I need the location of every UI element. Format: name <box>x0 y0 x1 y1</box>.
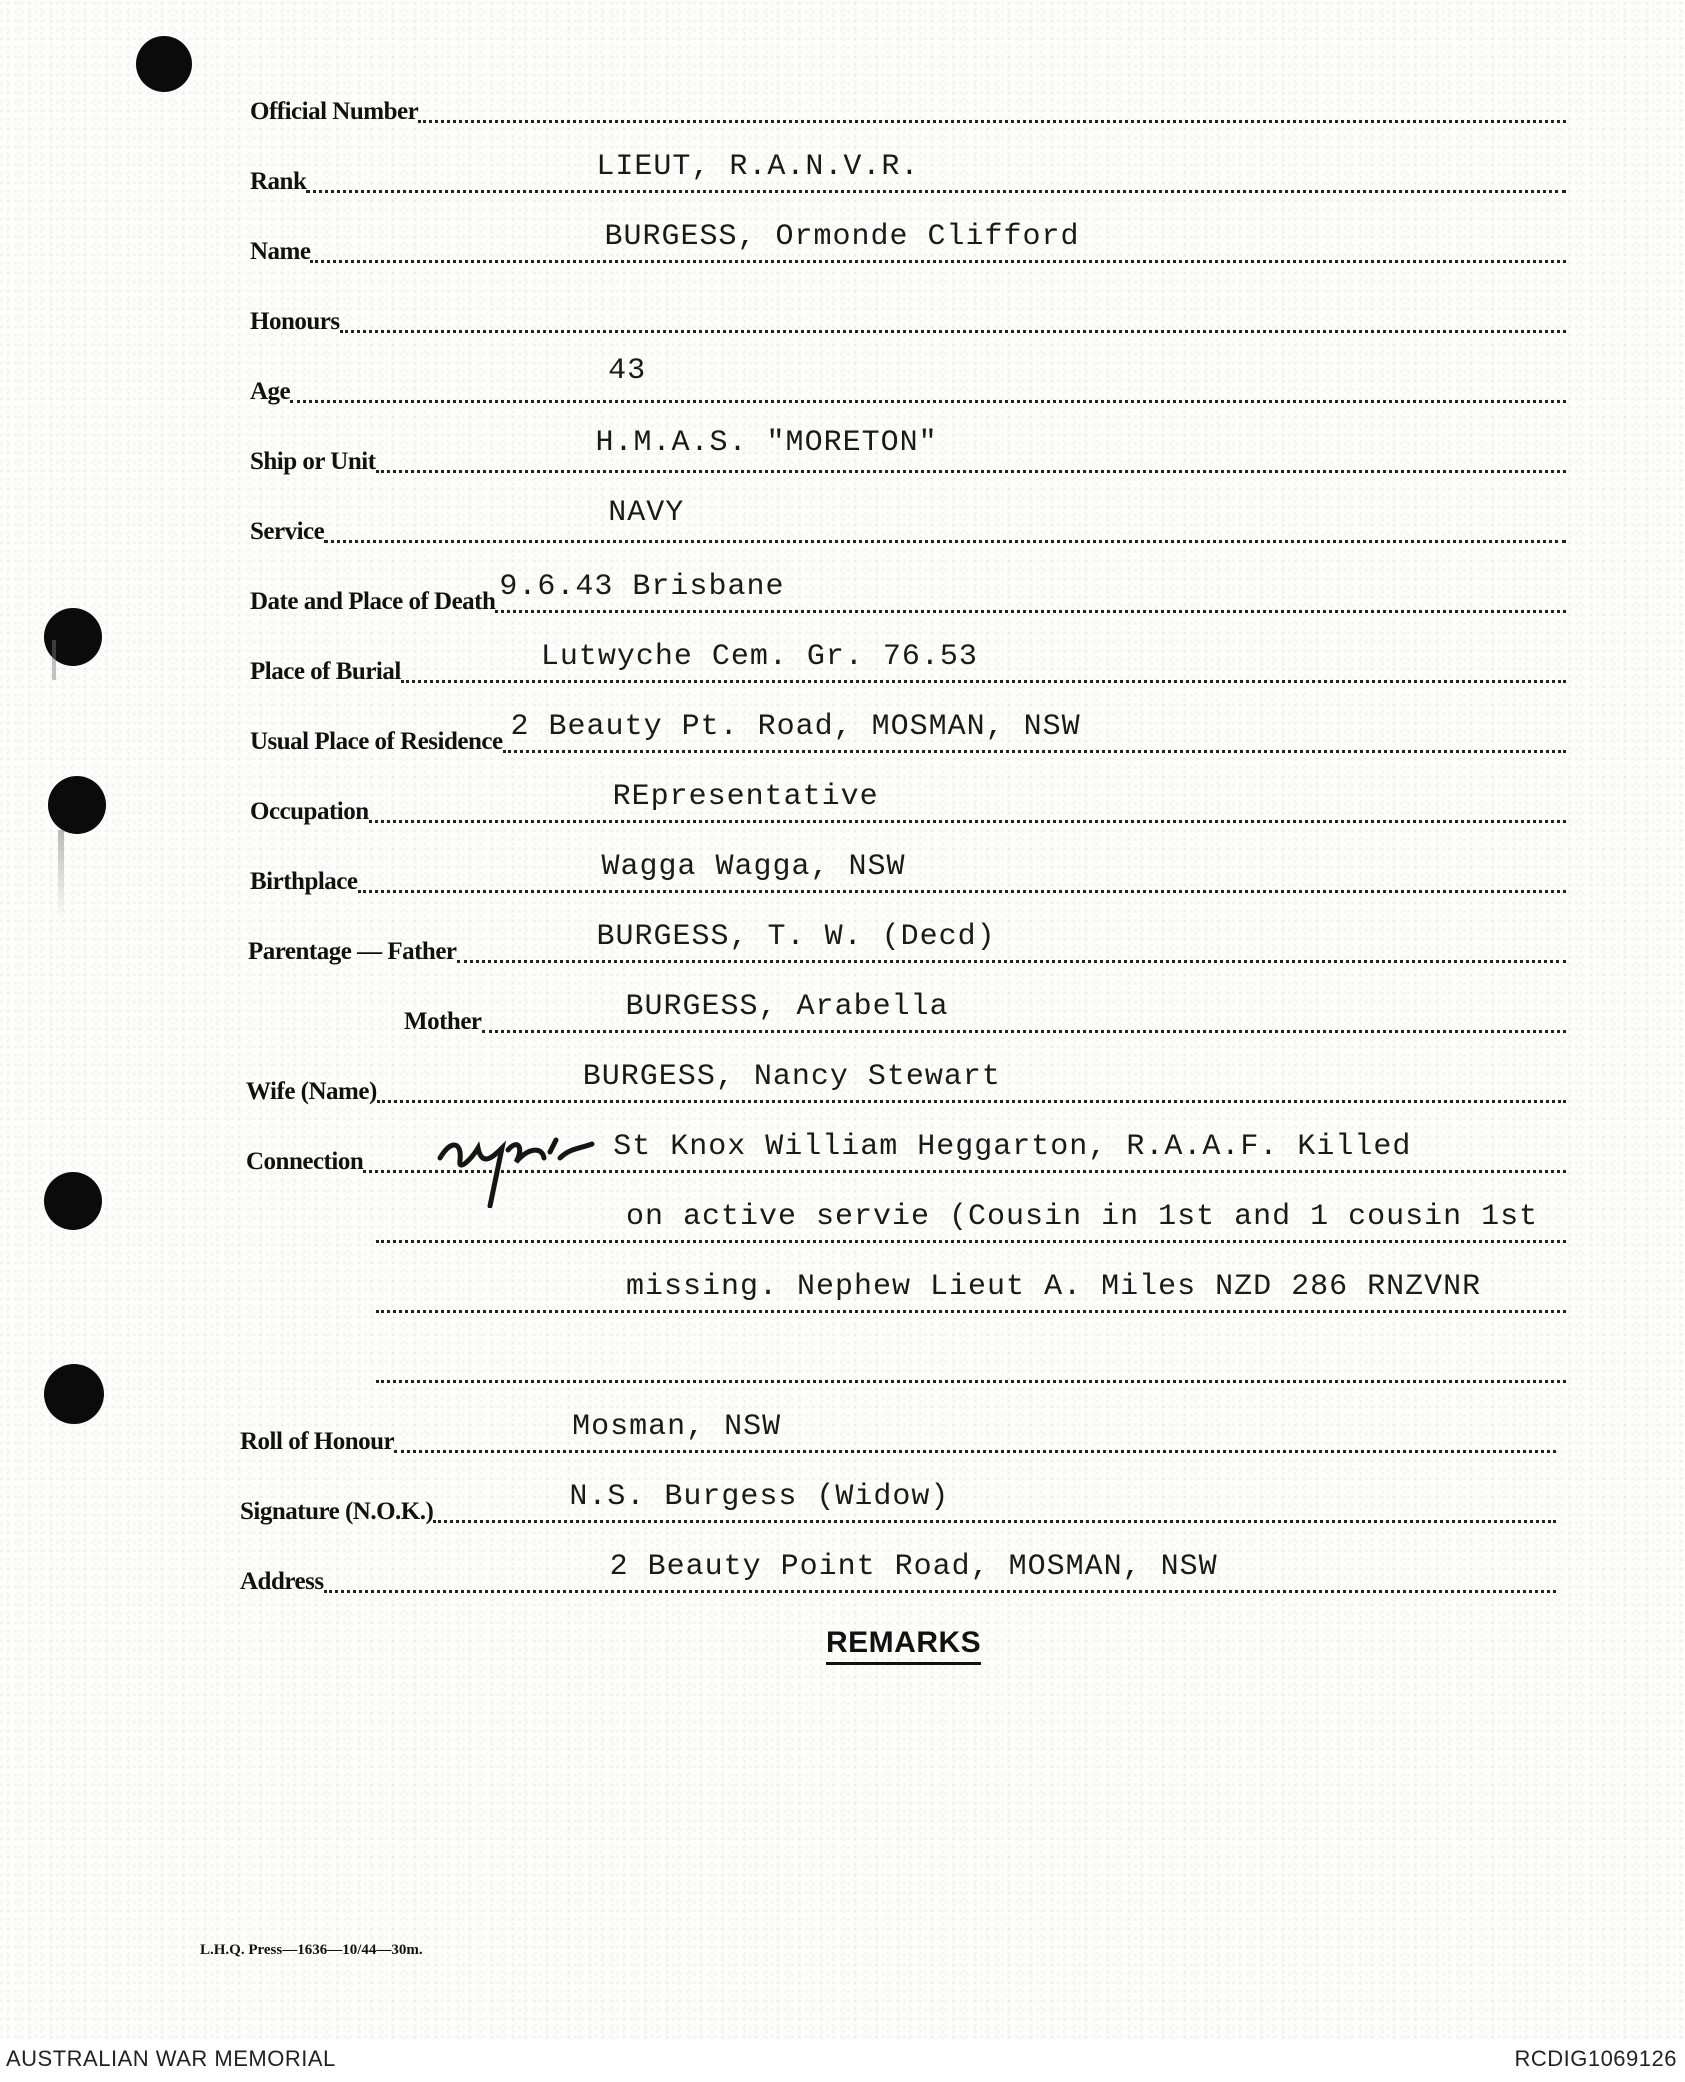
handwritten-annotation <box>432 1118 602 1208</box>
field-birthplace <box>250 850 1566 896</box>
punch-hole <box>44 1364 104 1424</box>
footer-record-id: RCDIG1069126 <box>1514 2046 1677 2071</box>
field-label: Ship or Unit <box>250 448 376 475</box>
press-mark: L.H.Q. Press—1636—10/44—30m. <box>200 1942 423 1958</box>
scan-streak <box>52 640 56 680</box>
field-ship-or-unit <box>250 426 1566 476</box>
punch-hole <box>44 1172 102 1230</box>
field-label: Signature (N.O.K.) <box>240 1498 434 1525</box>
field-rank <box>250 150 1566 196</box>
field-value: H.M.A.S. "MORETON" <box>595 426 938 460</box>
field-address <box>240 1550 1556 1596</box>
remarks-heading: REMARKS <box>826 1626 981 1665</box>
field-label: Roll of Honour <box>240 1428 395 1455</box>
field-value: 2 Beauty Pt. Road, MOSMAN, NSW <box>510 710 1081 744</box>
field-label: Occupation <box>250 798 369 825</box>
field-age <box>250 354 1566 406</box>
field-label: Official Number <box>250 98 419 125</box>
field-value: St Knox William Heggarton, R.A.A.F. Killed <box>613 1130 1412 1164</box>
field-value: BURGESS, Ormonde Clifford <box>604 220 1080 254</box>
field-value: NAVY <box>608 496 685 530</box>
field-name <box>250 220 1566 266</box>
field-label: Usual Place of Residence <box>250 728 503 755</box>
field-mother <box>404 990 1566 1036</box>
field-connection-continuation <box>376 1270 1566 1316</box>
field-label: Birthplace <box>250 868 358 895</box>
field-value: Mosman, NSW <box>572 1410 782 1444</box>
field-value: on active servie (Cousin in 1st and 1 cousin 1st <box>626 1200 1539 1234</box>
field-value: Lutwyche Cem. Gr. 76.53 <box>540 640 978 674</box>
field-honours <box>250 296 1566 336</box>
footer-institution: AUSTRALIAN WAR MEMORIAL <box>6 2046 336 2071</box>
field-place-of-burial <box>250 640 1566 686</box>
field-value: BURGESS, T. W. (Decd) <box>596 920 996 954</box>
field-connection-continuation <box>376 1200 1566 1246</box>
field-value: 2 Beauty Point Road, MOSMAN, NSW <box>609 1550 1218 1584</box>
punch-hole <box>136 36 192 92</box>
field-label: Parentage — Father <box>248 938 457 965</box>
field-label: Date and Place of Death <box>250 588 496 615</box>
field-value: BURGESS, Nancy Stewart <box>582 1060 1001 1094</box>
punch-hole <box>48 776 106 834</box>
field-official-number <box>250 86 1566 126</box>
field-label: Honours <box>250 308 340 335</box>
field-connection-continuation <box>376 1346 1566 1386</box>
field-value: Wagga Wagga, NSW <box>601 850 906 884</box>
field-usual-residence <box>250 710 1566 756</box>
field-signature <box>240 1480 1556 1526</box>
field-label: Name <box>250 238 311 265</box>
field-roll-of-honour <box>240 1410 1556 1456</box>
field-value: 43 <box>608 354 647 388</box>
field-label: Place of Burial <box>250 658 401 685</box>
field-label: Rank <box>250 168 307 195</box>
scan-streak <box>58 830 64 920</box>
field-value: BURGESS, Arabella <box>625 990 949 1024</box>
field-date-place-death <box>250 570 1566 616</box>
field-father <box>248 920 1566 966</box>
field-value: LIEUT, R.A.N.V.R. <box>596 150 920 184</box>
field-label: Mother <box>404 1008 482 1035</box>
field-label: Address <box>240 1568 324 1595</box>
field-value: REpresentative <box>612 780 879 814</box>
field-wife <box>246 1060 1566 1106</box>
field-value: 9.6.43 Brisbane <box>499 570 785 604</box>
field-value: N.S. Burgess (Widow) <box>569 1480 950 1514</box>
field-label: Wife (Name) <box>246 1078 377 1105</box>
field-service <box>250 496 1566 546</box>
field-value: missing. Nephew Lieut A. Miles NZD 286 RNZVNR <box>626 1270 1482 1304</box>
field-label: Age <box>250 378 291 405</box>
field-label: Connection <box>246 1148 364 1175</box>
field-occupation <box>250 780 1566 826</box>
field-label: Service <box>250 518 325 545</box>
